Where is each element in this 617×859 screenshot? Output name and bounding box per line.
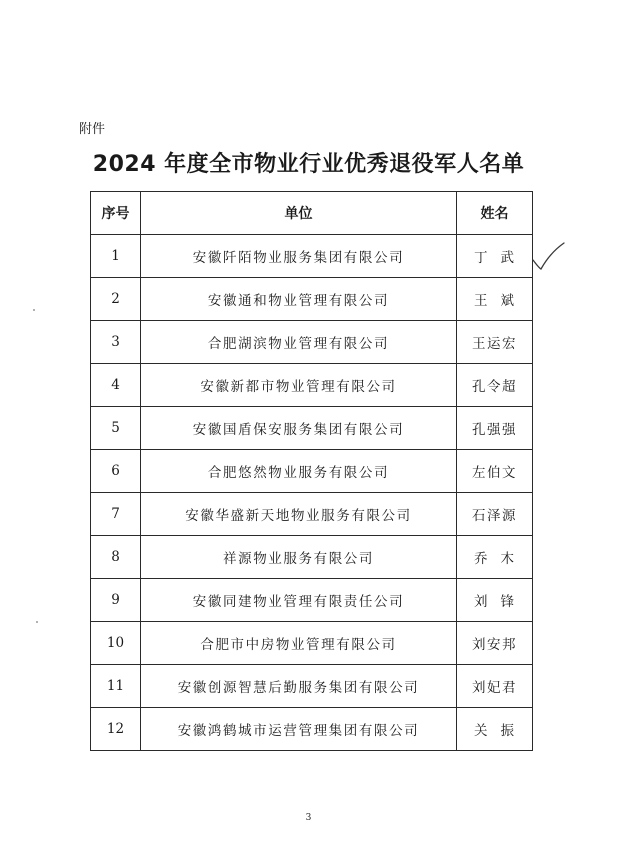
table-row (91, 665, 533, 708)
row-company: 安徽同建物业管理有限责任公司 (141, 579, 457, 622)
table-row (91, 235, 533, 278)
table-row (91, 622, 533, 665)
row-company: 安徽通和物业管理有限公司 (141, 278, 457, 321)
table-row (91, 407, 533, 450)
row-number: 11 (91, 665, 141, 708)
row-number: 4 (91, 364, 141, 407)
row-name: 王运宏 (457, 321, 533, 364)
table-row (91, 536, 533, 579)
scan-speck (36, 621, 38, 623)
row-name: 孔令超 (457, 364, 533, 407)
page-number: 3 (305, 813, 312, 823)
row-number: 1 (91, 235, 141, 278)
row-name: 丁武 (457, 235, 533, 278)
row-name: 刘安邦 (457, 622, 533, 665)
row-name: 乔木 (457, 536, 533, 579)
table-row (91, 321, 533, 364)
row-number: 5 (91, 407, 141, 450)
header-number: 序号 (91, 192, 141, 235)
table-row (91, 708, 533, 751)
row-number: 9 (91, 579, 141, 622)
header-company: 单位 (141, 192, 457, 235)
document-title: 2024 年度全市物业行业优秀退役军人名单 (92, 152, 525, 177)
scan-speck (33, 309, 35, 311)
row-company: 安徽创源智慧后勤服务集团有限公司 (141, 665, 457, 708)
row-name: 王斌 (457, 278, 533, 321)
handwritten-check-mark (530, 240, 566, 274)
attachment-label: 附件 (79, 122, 106, 137)
row-number: 6 (91, 450, 141, 493)
row-number: 7 (91, 493, 141, 536)
row-company: 安徽国盾保安服务集团有限公司 (141, 407, 457, 450)
veterans-table (90, 191, 533, 751)
row-number: 10 (91, 622, 141, 665)
row-name: 关振 (457, 708, 533, 751)
row-number: 8 (91, 536, 141, 579)
header-name: 姓名 (457, 192, 533, 235)
table-header-row (91, 192, 533, 235)
row-company: 安徽阡陌物业服务集团有限公司 (141, 235, 457, 278)
row-company: 安徽新都市物业管理有限公司 (141, 364, 457, 407)
row-company: 安徽华盛新天地物业服务有限公司 (141, 493, 457, 536)
table-row (91, 364, 533, 407)
row-company: 合肥市中房物业管理有限公司 (141, 622, 457, 665)
row-name: 刘妃君 (457, 665, 533, 708)
row-name: 石泽源 (457, 493, 533, 536)
row-number: 2 (91, 278, 141, 321)
row-number: 12 (91, 708, 141, 751)
row-company: 合肥悠然物业服务有限公司 (141, 450, 457, 493)
table-row (91, 579, 533, 622)
table-row (91, 450, 533, 493)
table-row (91, 493, 533, 536)
row-name: 孔强强 (457, 407, 533, 450)
row-name: 刘锋 (457, 579, 533, 622)
row-company: 安徽鸿鹤城市运营管理集团有限公司 (141, 708, 457, 751)
row-number: 3 (91, 321, 141, 364)
row-company: 合肥湖滨物业管理有限公司 (141, 321, 457, 364)
row-company: 祥源物业服务有限公司 (141, 536, 457, 579)
table-row (91, 278, 533, 321)
row-name: 左伯文 (457, 450, 533, 493)
